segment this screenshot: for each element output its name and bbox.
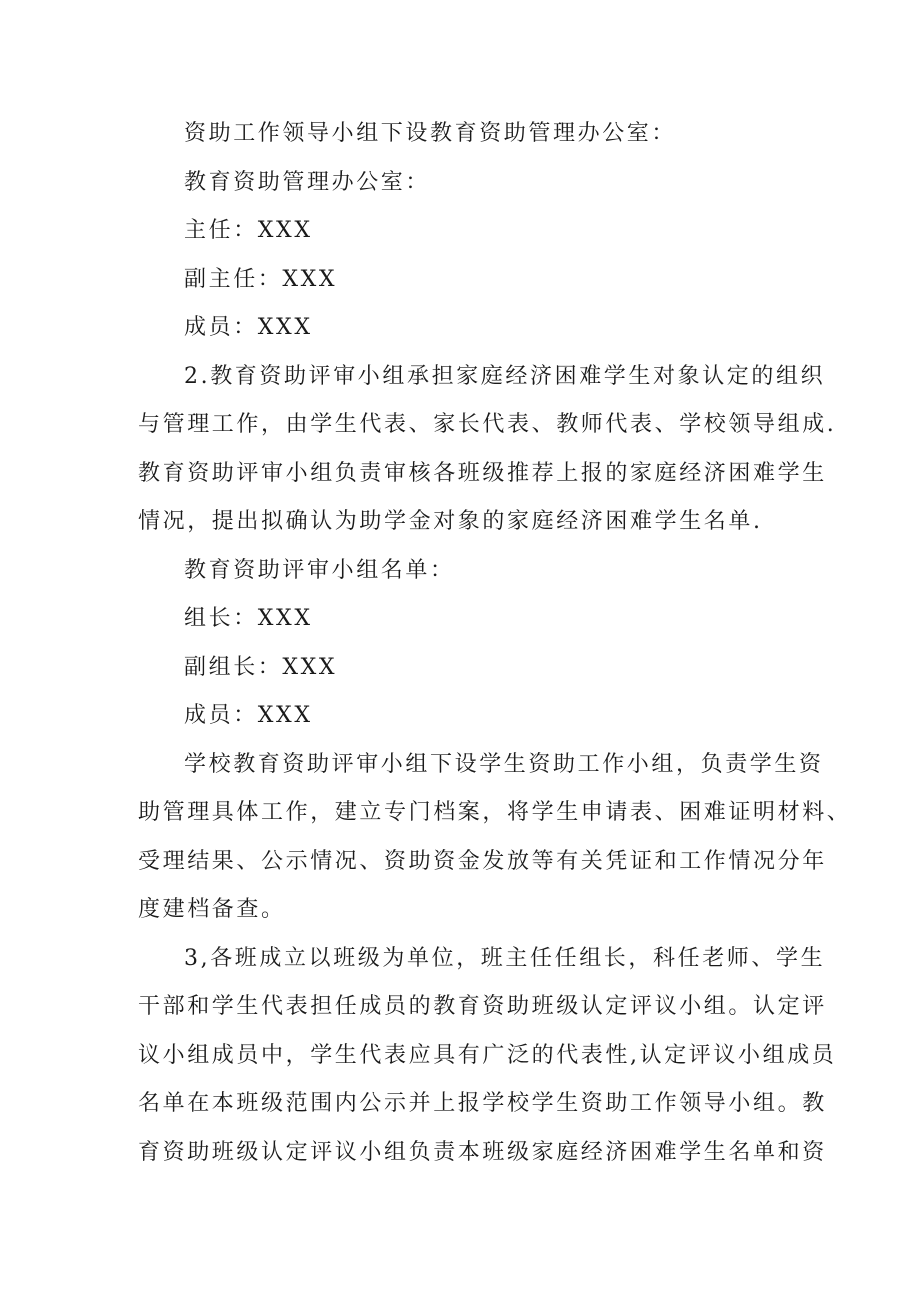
paragraph-line: 教育资助评审小组负责审核各班级推荐上报的家庭经济困难学生 [138, 460, 827, 486]
paragraph-line: 学校教育资助评审小组下设学生资助工作小组，负责学生资 [184, 751, 824, 777]
review-group-list-title: 教育资助评审小组名单： [184, 557, 455, 583]
office-director-line: 主任：XXX [184, 218, 313, 243]
paragraph-line: 助管理具体工作，建立专门档案，将学生申请表、困难证明材料、 [138, 800, 852, 825]
office-intro-line: 资助工作领导小组下设教育资助管理办公室： [184, 121, 677, 146]
paragraph-line: 受理结果、公示情况、资助资金发放等有关凭证和工作情况分年 [138, 848, 827, 874]
office-members-line: 成员：XXX [184, 315, 313, 340]
paragraph-line: 育资助班级认定评议小组负责本班级家庭经济困难学生名单和资 [138, 1139, 827, 1165]
school-aid-team-paragraph [138, 741, 852, 935]
document-body [138, 110, 852, 1177]
paragraph-line: 2.教育资助评审小组承担家庭经济困难学生对象认定的组织 [184, 363, 826, 389]
paragraph-line: 情况，提出拟确认为助学金对象的家庭经济困难学生名单. [138, 509, 763, 534]
paragraph-line: 议小组成员中，学生代表应具有广泛的代表性,认定评议小组成员 [138, 1042, 837, 1068]
review-group-members-line: 成员：XXX [184, 703, 313, 728]
paragraph-line: 与管理工作，由学生代表、家长代表、教师代表、学校领导组成. [138, 412, 837, 437]
paragraph-line: 干部和学生代表担任成员的教育资助班级认定评议小组。认定评 [138, 994, 827, 1019]
paragraph-line: 名单在本班级范围内公示并上报学校学生资助工作领导小组。教 [138, 1091, 827, 1116]
review-group-leader-line: 组长：XXX [184, 606, 313, 631]
review-group-deputy-leader-line: 副组长：XXX [184, 654, 338, 680]
paragraph-line: 3,各班成立以班级为单位，班主任任组长，科任老师、学生 [184, 945, 826, 971]
office-title-line: 教育资助管理办公室： [184, 169, 431, 195]
paragraph-line: 度建档备查。 [138, 897, 286, 922]
review-group-paragraph [138, 353, 837, 547]
class-committee-paragraph [138, 935, 837, 1178]
office-deputy-director-line: 副主任：XXX [184, 266, 338, 292]
